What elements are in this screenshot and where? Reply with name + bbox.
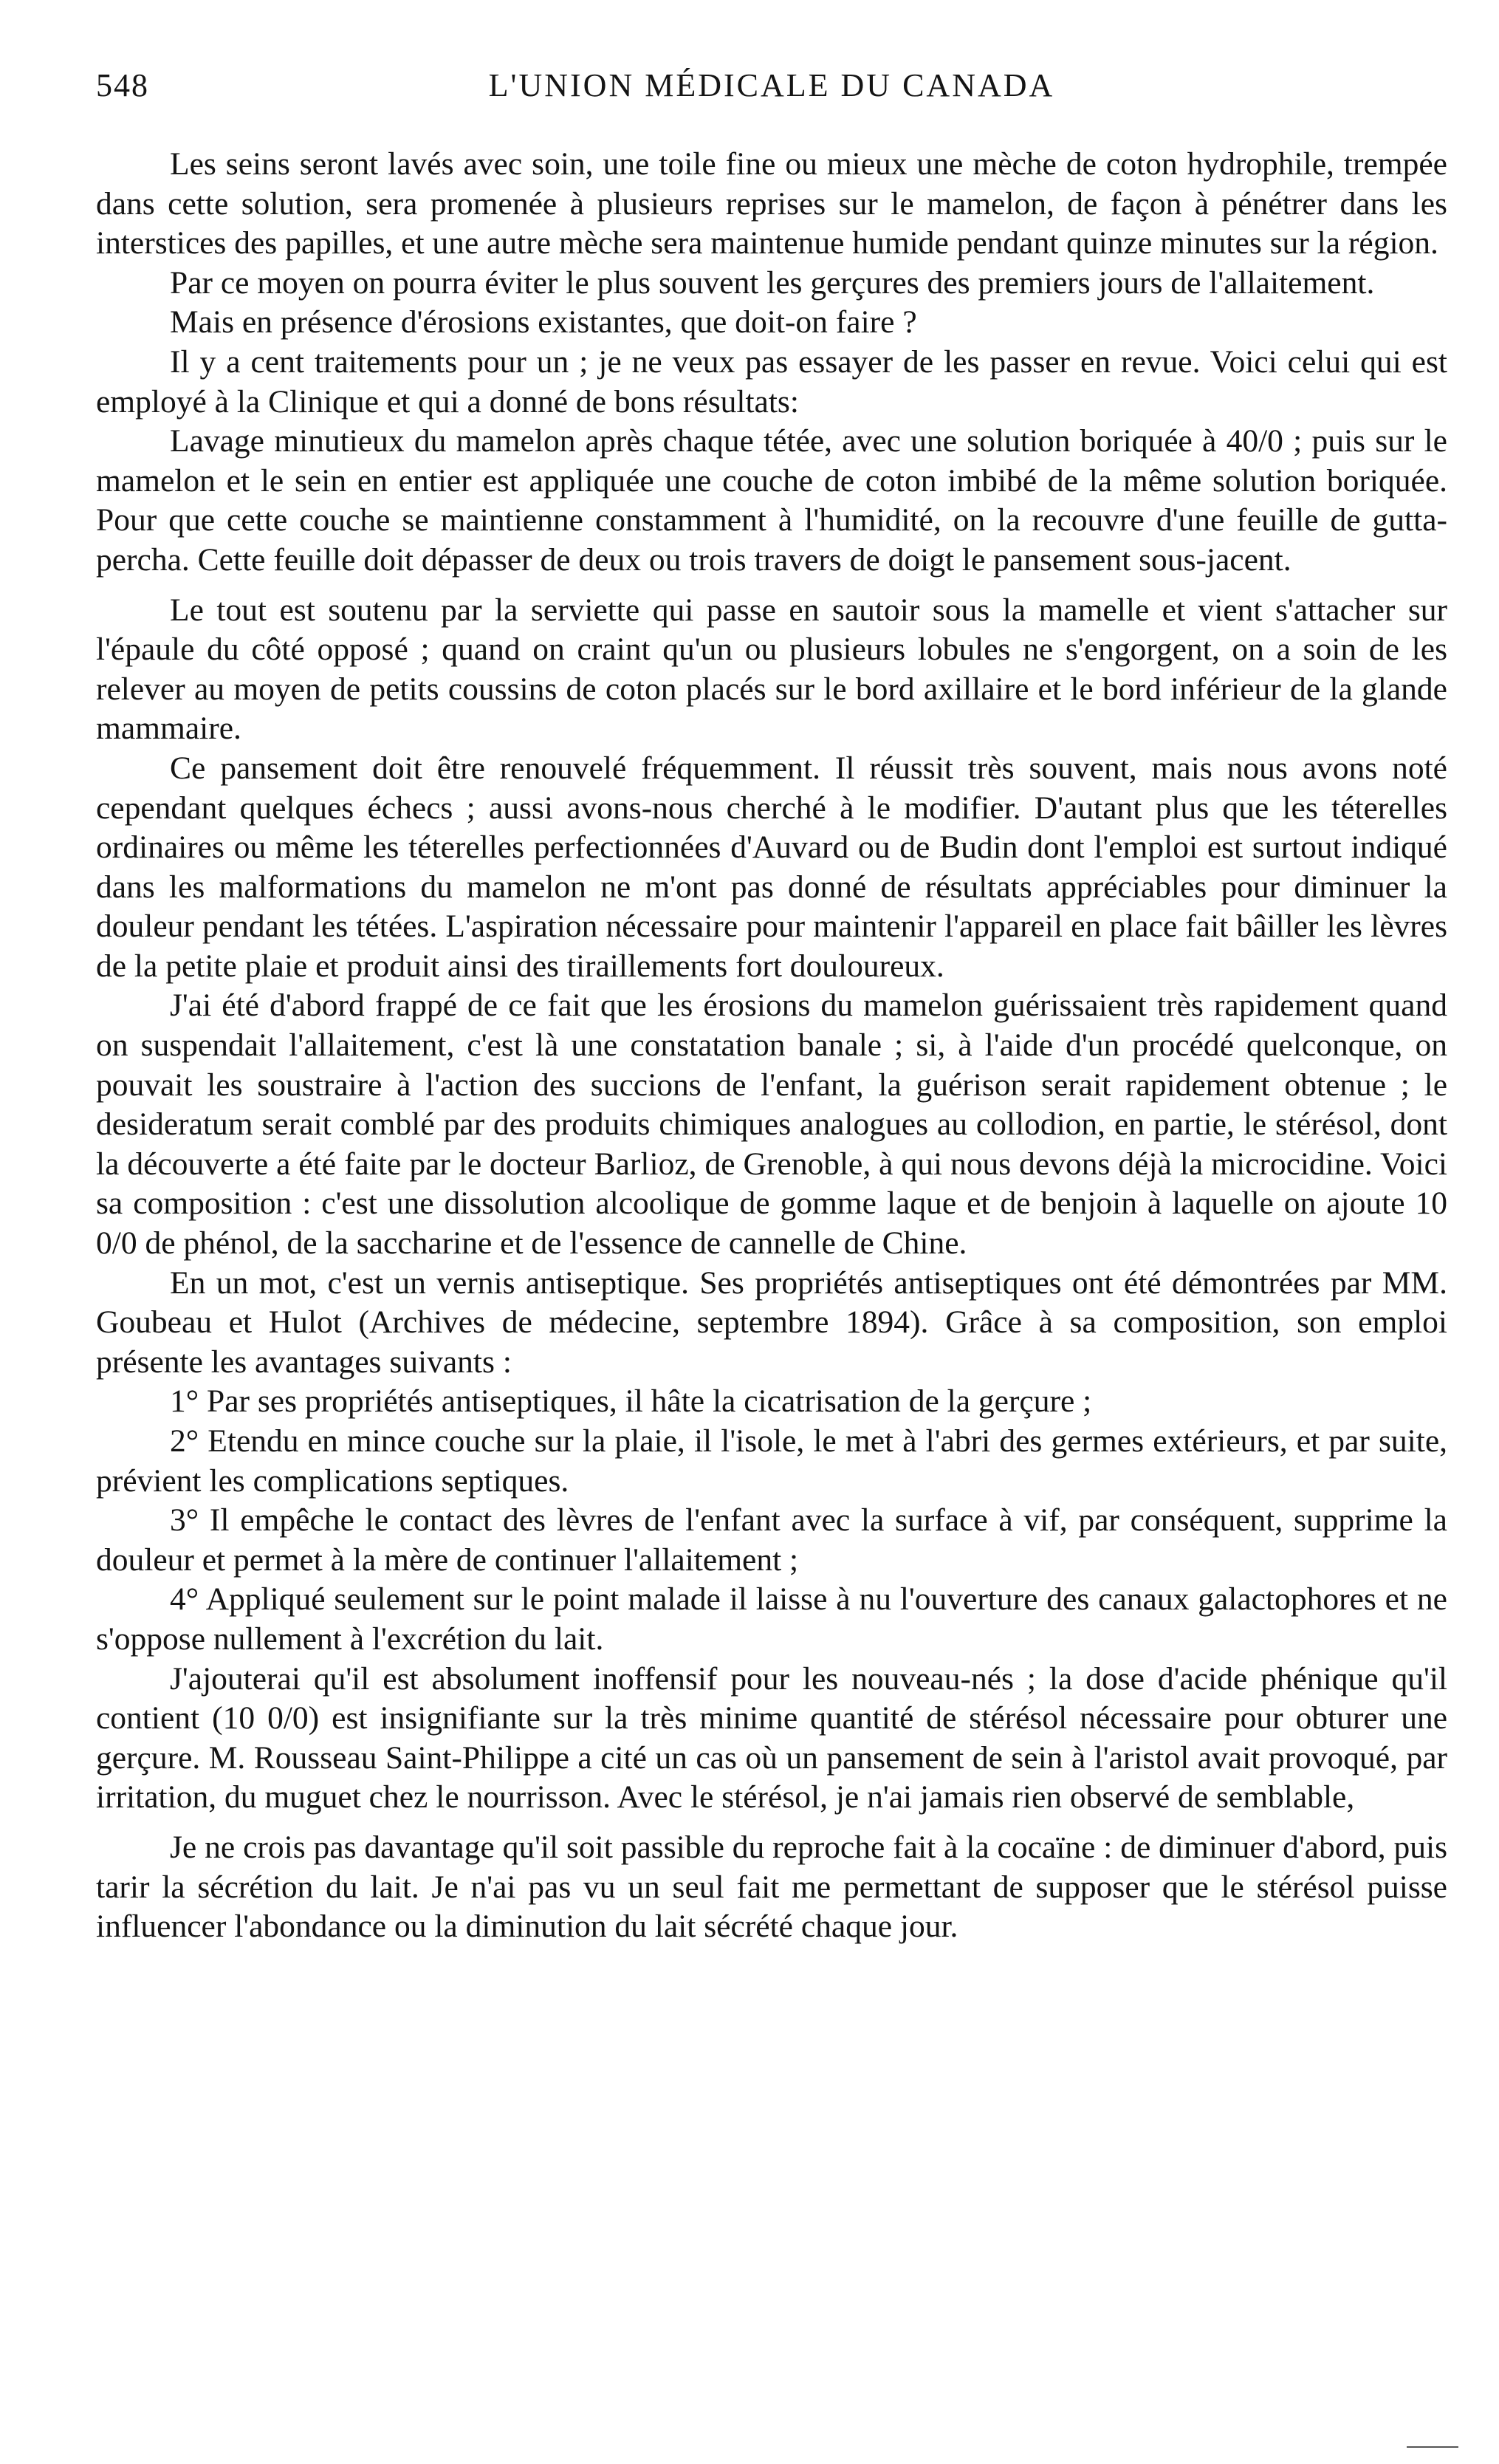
paragraph: 4° Appliqué seulement sur le point malade il laisse à nu l'ouverture des canaux galactophores et ne s'oppose nullement à l'excrétion du lait. — [96, 1581, 1447, 1657]
paragraph: Lavage minutieux du mamelon après chaque tétée, avec une solution boriquée à 40/0 ; puis sur le mamelon et le sein en entier est appliquée une couche de coton imbibé de la même solution boriquée. Pour que cette couche se maintienne constamment à l'humidité, on la recouvre d'une feuille de gutta-percha. Cette feuille doit dépasser de deux ou trois travers de doigt le pansement sous-jacent. — [96, 423, 1447, 578]
paragraph: Par ce moyen on pourra éviter le plus souvent les gerçures des premiers jours de l'allaitement. — [170, 264, 1375, 301]
page — [96, 66, 1447, 2430]
page-number: 548 — [96, 67, 149, 103]
page-edge-mark — [1407, 2446, 1458, 2464]
paragraph: Je ne crois pas davantage qu'il soit passible du reproche fait à la cocaïne : de diminuer d'abord, puis tarir la sécrétion du lait. Je n'ai pas vu un seul fait me permettant de supposer que le stérésol puisse influencer l'abondance ou la diminution du lait sécrété chaque jour. — [96, 1829, 1447, 1945]
paragraph: J'ai été d'abord frappé de ce fait que les érosions du mamelon guérissaient très rapidement quand on suspendait l'allaitement, c'est là une constatation banale ; si, à l'aide d'un procédé quelconque, on pouvait les soustraire à l'action des succions de l'enfant, la guérison serait rapidement obtenue ; le desideratum serait comblé par des produits chimiques analogues au collodion, en partie, le stérésol, dont la découverte a été faite par le docteur Barlioz, de Grenoble, à qui nous devons déjà la microcidine. Voici sa composition : c'est une dissolution alcoolique de gomme laque et de benjoin à laquelle on ajoute 10 0/0 de phénol, de la saccharine et de l'essence de cannelle de Chine. — [96, 988, 1447, 1262]
page-header — [96, 66, 1447, 118]
paragraph: 1° Par ses propriétés antiseptiques, il hâte la cicatrisation de la gerçure ; — [170, 1383, 1092, 1420]
body-text — [96, 145, 1447, 1947]
running-title: L'UNION MÉDICALE DU CANADA — [488, 67, 1055, 103]
paragraph: Les seins seront lavés avec soin, une toile fine ou mieux une mèche de coton hydrophile, trempée dans cette solution, sera promenée à plusieurs reprises sur le mamelon, de façon à pénétrer dans les interstices des papilles, et une autre mèche sera maintenue humide pendant quinze minutes sur la région. — [96, 146, 1447, 261]
paragraph: Le tout est soutenu par la serviette qui passe en sautoir sous la mamelle et vient s'attacher sur l'épaule du côté opposé ; quand on craint qu'un ou plusieurs lobules ne s'engorgent, on a soin de les relever au moyen de petits coussins de coton placés sur le bord axillaire et le bord inférieur de la glande mammaire. — [96, 592, 1447, 747]
paragraph: 2° Etendu en mince couche sur la plaie, il l'isole, le met à l'abri des germes extérieurs, et par suite, prévient les complications septiques. — [96, 1423, 1447, 1499]
paragraph: 3° Il empêche le contact des lèvres de l'enfant avec la surface à vif, par conséquent, supprime la douleur et permet à la mère de continuer l'allaitement ; — [96, 1502, 1447, 1578]
paragraph: Il y a cent traitements pour un ; je ne veux pas essayer de les passer en revue. Voici celui qui est employé à la Clinique et qui a donné de bons résultats: — [96, 343, 1447, 420]
paragraph: J'ajouterai qu'il est absolument inoffensif pour les nouveau-nés ; la dose d'acide phénique qu'il contient (10 0/0) est insignifiante sur la très minime quantité de stérésol nécessaire pour obturer une gerçure. M. Rousseau Saint-Philippe a cité un cas où un pansement de sein à l'aristol avait provoqué, par irritation, du muguet chez le nourrisson. Avec le stérésol, je n'ai jamais rien observé de semblable, — [96, 1660, 1447, 1816]
paragraph: Mais en présence d'érosions existantes, que doit-on faire ? — [170, 304, 917, 340]
paragraph: En un mot, c'est un vernis antiseptique. Ses propriétés antiseptiques ont été démontrées par MM. Goubeau et Hulot (Archives de médecine, septembre 1894). Grâce à sa composition, son emploi présente les avantages suivants : — [96, 1264, 1447, 1380]
paragraph: Ce pansement doit être renouvelé fréquemment. Il réussit très souvent, mais nous avons noté cependant quelques échecs ; aussi avons-nous cherché à le modifier. D'autant plus que les téterelles ordinaires ou même les téterelles perfectionnées d'Auvard ou de Budin dont l'emploi est surtout indiqué dans les malformations du mamelon ne m'ont pas donné de résultats appréciables pour diminuer la douleur pendant les tétées. L'aspiration nécessaire pour maintenir l'appareil en place fait bâiller les lèvres de la petite plaie et produit ainsi des tiraillements fort douloureux. — [96, 750, 1447, 984]
